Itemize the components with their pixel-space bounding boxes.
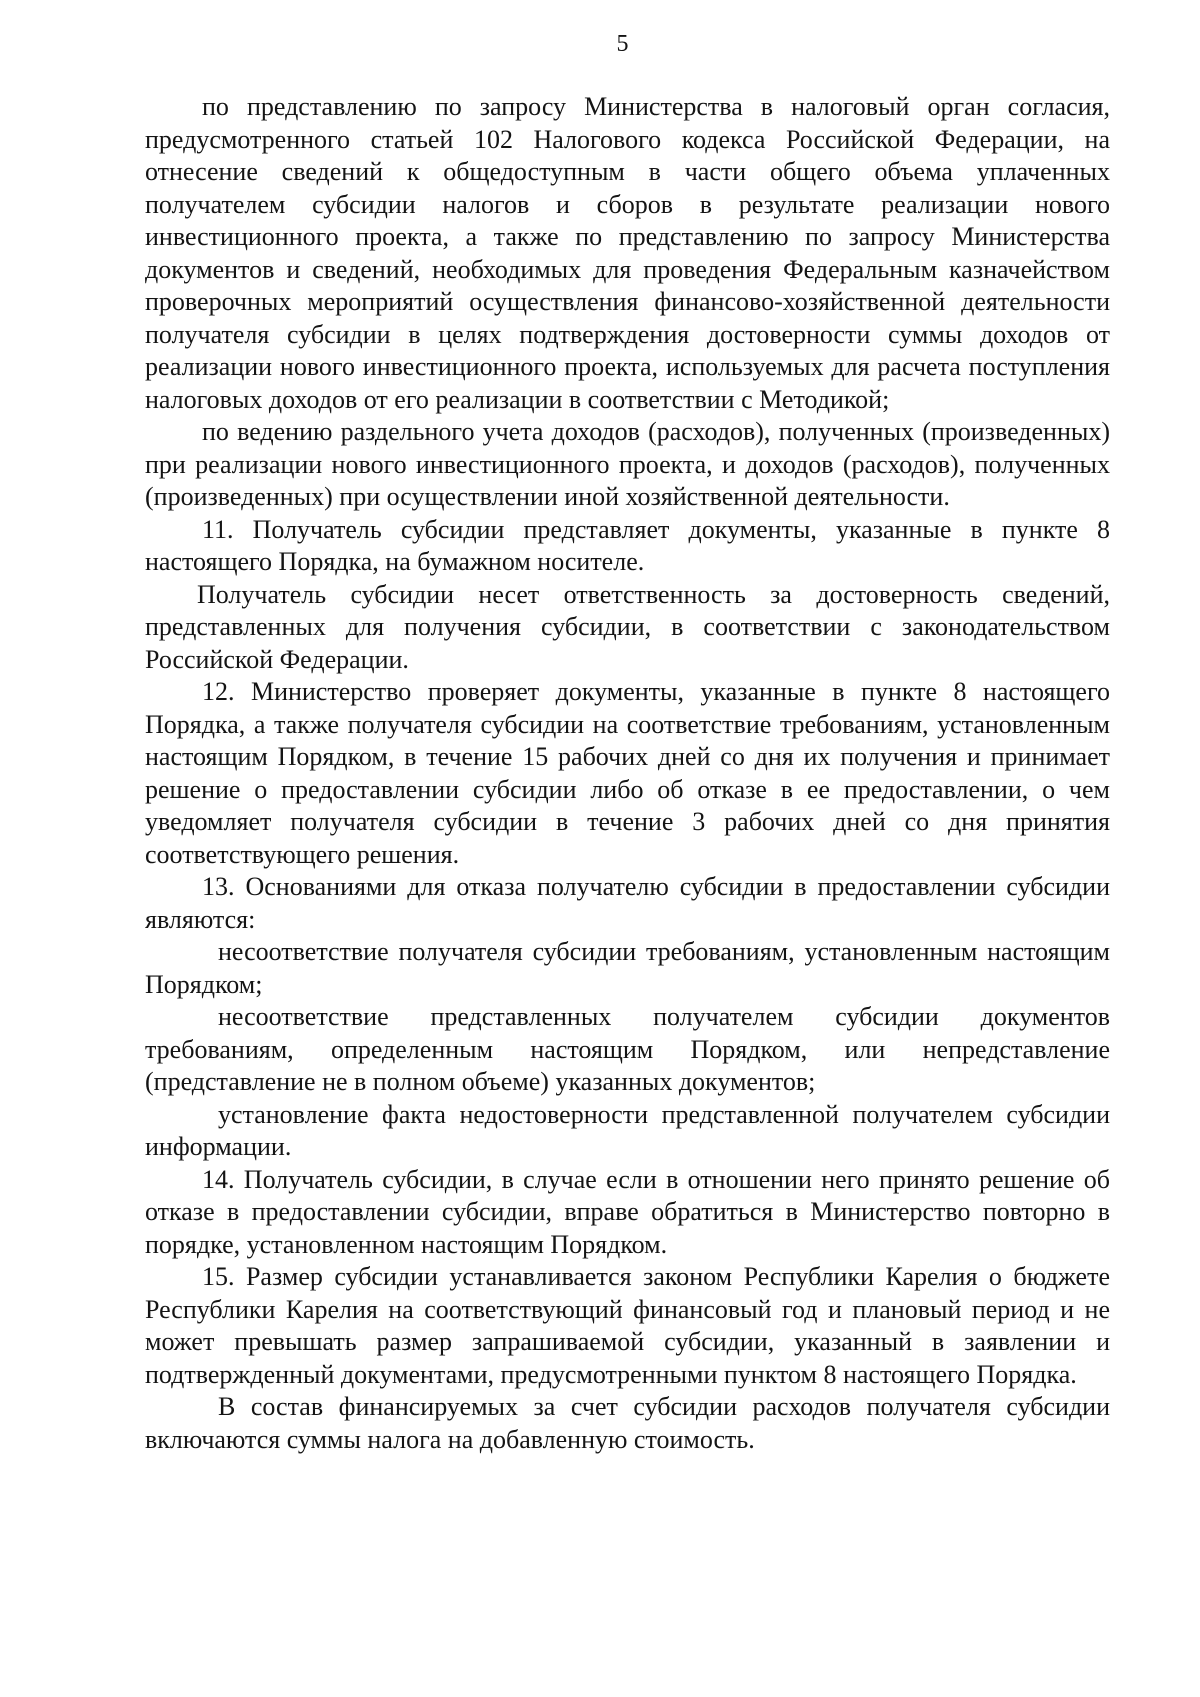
paragraph-refusal-ground-1: несоответствие получателя субсидии требованиям, установленным настоящим Порядком; (145, 937, 1110, 999)
document-body (145, 91, 1110, 1456)
page-number: 5 (616, 31, 629, 57)
paragraph-item-11: 11. Получатель субсидии представляет документы, указанные в пункте 8 настоящего Порядка, на бумажном носителе. (145, 514, 1110, 576)
paragraph-refusal-ground-2: несоответствие представленных получателем субсидии документов требованиям, определенным настоящим Порядком, или непредставление (представление не в полном объеме) указанных документов; (145, 1002, 1110, 1096)
paragraph-item-15: 15. Размер субсидии устанавливается законом Республики Карелия о бюджете Республики Карелия на соответствующий финансовый год и плановый период и не может превышать размер запрашиваемой субсидии, указанный в заявлении и подтвержденный документами, предусмотренными пунктом 8 настоящего Порядка. (145, 1262, 1110, 1389)
paragraph-tax-authority-consent: по представлению по запросу Министерства в налоговый орган согласия, предусмотренного статьей 102 Налогового кодекса Российской Федерации, на отнесение сведений к общедоступным в части общего объема уплаченных получателем субсидии налогов и сборов в результате реализации нового инвестиционного проекта, а также по представлению по запросу Министерства документов и сведений, необходимых для проведения Федеральным казначейством проверочных мероприятий осуществления финансово-хозяйственной деятельности получателя субсидии в целях подтверждения достоверности суммы доходов от реализации нового инвестиционного проекта, используемых для расчета поступления налоговых доходов от его реализации в соответствии с Методикой; (145, 92, 1110, 414)
paragraph-separate-accounting: по ведению раздельного учета доходов (расходов), полученных (произведенных) при реализации нового инвестиционного проекта, и доходов (расходов), полученных (произведенных) при осуществлении иной хозяйственной деятельности. (145, 417, 1110, 511)
paragraph-recipient-responsibility: Получатель субсидии несет ответственность за достоверность сведений, представленных для получения субсидии, в соответствии с законодательством Российской Федерации. (145, 579, 1110, 674)
paragraph-item-14: 14. Получатель субсидии, в случае если в отношении него принято решение об отказе в предоставлении субсидии, вправе обратиться в Министерство повторно в порядке, установленном настоящим Порядком. (145, 1164, 1110, 1259)
paragraph-item-12: 12. Министерство проверяет документы, указанные в пункте 8 настоящего Порядка, а также получателя субсидии на соответствие требованиям, установленным настоящим Порядком, в течение 15 рабочих дней со дня их получения и принимает решение о предоставлении субсидии либо об отказе в ее предоставлении, о чем уведомляет получателя субсидии в течение 3 рабочих дней со дня принятия соответствующего решения. (145, 677, 1110, 869)
paragraph-item-13: 13. Основаниями для отказа получателю субсидии в предоставлении субсидии являются: (145, 872, 1110, 934)
paragraph-vat-inclusion: В состав финансируемых за счет субсидии расходов получателя субсидии включаются суммы налога на добавленную стоимость. (145, 1392, 1110, 1454)
paragraph-refusal-ground-3: установление факта недостоверности представленной получателем субсидии информации. (145, 1099, 1110, 1161)
